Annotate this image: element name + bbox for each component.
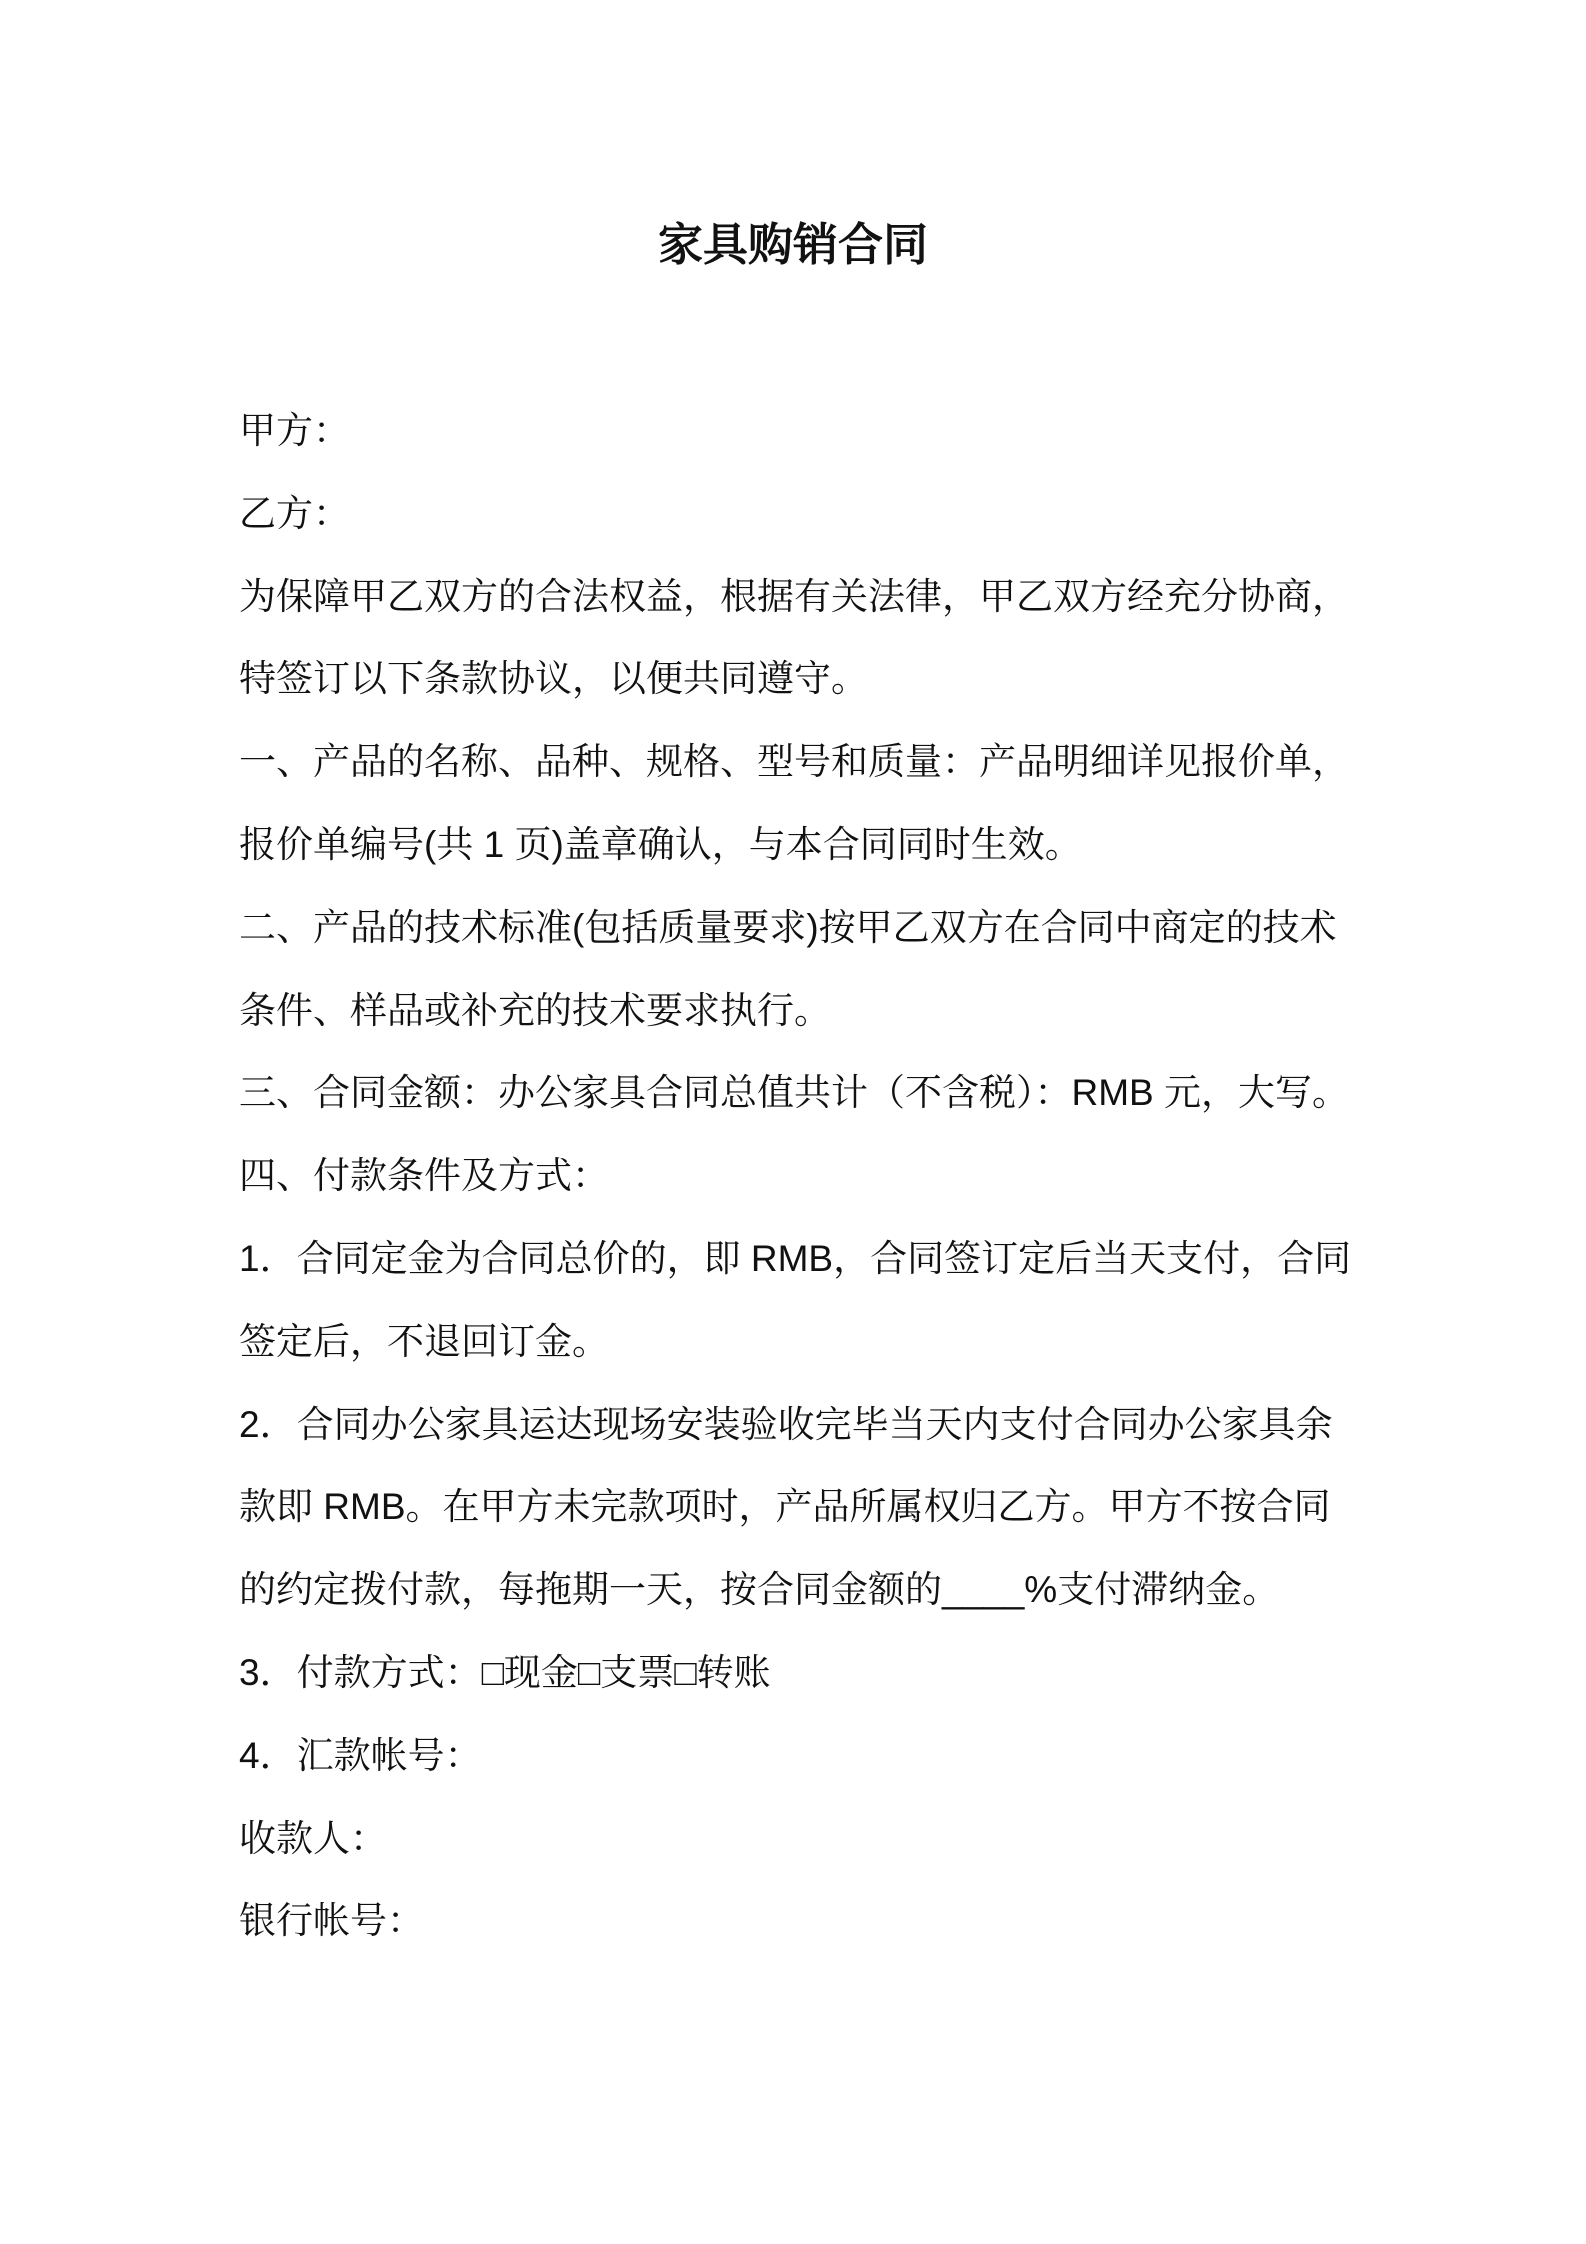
text-line: 为保障甲乙双方的合法权益，根据有关法律，甲乙双方经充分协商， [239,575,1349,617]
text-line: 2．合同办公家具运达现场安装验收完毕当天内支付合同办公家具余 [239,1403,1333,1445]
clause-3-contract-amount [239,1052,1359,1135]
bank-account-field [239,1880,1359,1963]
clause-1-product-specs [239,721,1359,887]
preamble-paragraph [239,556,1359,722]
text-line: 的约定拨付款，每拖期一天，按合同金额的____%支付滞纳金。 [239,1569,1280,1611]
text-line: 三、合同金额：办公家具合同总值共计（不含税）：RMB 元，大写。 [239,1072,1349,1114]
text-line: 4．汇款帐号： [239,1734,482,1776]
text-line: 四、付款条件及方式： [239,1155,609,1197]
text-line: 签定后，不退回订金。 [239,1320,609,1362]
text-line: 报价单编号(共 1 页)盖章确认，与本合同同时生效。 [239,823,1082,865]
payment-item-3-method [239,1632,1359,1715]
party-a-field [239,390,1359,473]
payment-item-4-remittance-account [239,1715,1359,1798]
payee-field [239,1798,1359,1881]
clause-4-payment-terms-heading [239,1135,1359,1218]
document-title: 家具购销合同 [657,219,928,270]
text-line: 二、产品的技术标准(包括质量要求)按甲乙双方在合同中商定的技术 [239,906,1337,948]
text-line: 收款人： [239,1817,387,1859]
text-line: 特签订以下条款协议，以便共同遵守。 [239,658,868,700]
text-line: 乙方： [239,492,350,534]
payment-item-1-deposit [239,1218,1359,1384]
document-body [239,390,1359,1963]
text-line: 3．付款方式：□现金□支票□转账 [239,1651,771,1693]
text-line: 条件、样品或补充的技术要求执行。 [239,989,831,1031]
text-line: 甲方： [239,410,350,451]
payment-item-2-balance [239,1384,1359,1632]
clause-2-technical-standards [239,887,1359,1053]
text-line: 一、产品的名称、品种、规格、型号和质量：产品明细详见报价单， [239,741,1349,783]
party-b-field [239,473,1359,556]
text-line: 银行帐号： [239,1900,424,1942]
text-line: 款即 RMB。在甲方未完款项时，产品所属权归乙方。甲方不按合同 [239,1486,1331,1528]
text-line: 1．合同定金为合同总价的，即 RMB，合同签订定后当天支付，合同 [239,1237,1352,1279]
